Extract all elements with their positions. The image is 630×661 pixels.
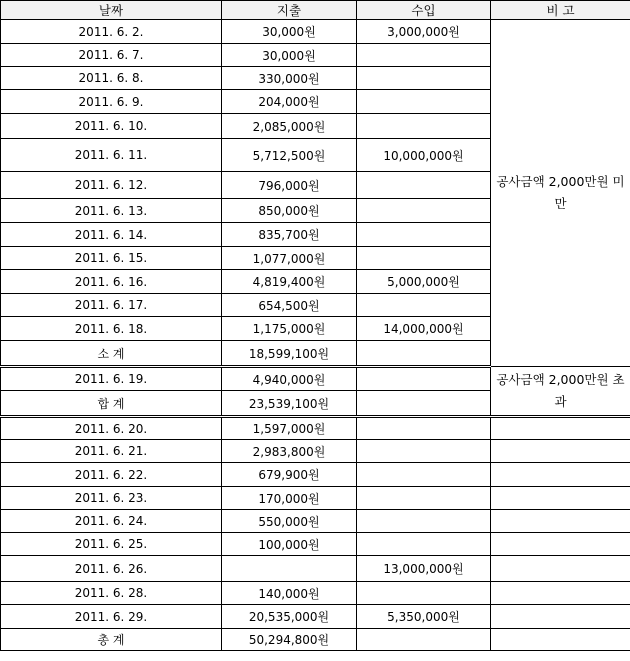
header-income: 수입 [357, 1, 491, 20]
expense-cell: 330,000원 [222, 67, 357, 90]
remark-cell [491, 556, 630, 582]
date-cell: 2011. 6. 23. [1, 487, 222, 510]
expense-cell: 679,900원 [222, 463, 357, 487]
expense-cell: 550,000원 [222, 510, 357, 533]
income-cell [357, 114, 491, 139]
expense-cell: 850,000원 [222, 199, 357, 223]
expense-cell: 204,000원 [222, 90, 357, 114]
header-remarks: 비 고 [491, 1, 630, 20]
income-cell [357, 440, 491, 463]
income-cell: 10,000,000원 [357, 139, 491, 172]
income-cell [357, 294, 491, 317]
remark-cell [491, 605, 630, 629]
expense-cell: 4,819,400원 [222, 270, 357, 294]
income-cell [357, 44, 491, 67]
income-cell [357, 463, 491, 487]
subtotal-income [357, 341, 491, 367]
income-cell [357, 223, 491, 247]
total-income [357, 391, 491, 417]
expense-cell: 796,000원 [222, 172, 357, 199]
remark-cell [491, 417, 630, 440]
expense-cell: 100,000원 [222, 533, 357, 556]
income-cell [357, 90, 491, 114]
date-cell: 2011. 6. 11. [1, 139, 222, 172]
remark-cell [491, 629, 630, 651]
subtotal-expense: 18,599,100원 [222, 341, 357, 367]
subtotal-label: 소 계 [1, 341, 222, 367]
remark-cell [491, 533, 630, 556]
remark-cell [491, 582, 630, 605]
table-row [1, 367, 630, 391]
table-row [1, 556, 630, 582]
expense-cell: 835,700원 [222, 223, 357, 247]
date-cell: 2011. 6. 29. [1, 605, 222, 629]
total-expense: 23,539,100원 [222, 391, 357, 417]
date-cell: 2011. 6. 24. [1, 510, 222, 533]
table-row [1, 487, 630, 510]
expense-cell: 30,000원 [222, 44, 357, 67]
date-cell: 2011. 6. 18. [1, 317, 222, 341]
expense-cell: 2,983,800원 [222, 440, 357, 463]
expense-cell: 30,000원 [222, 20, 357, 44]
date-cell: 2011. 6. 15. [1, 247, 222, 270]
income-cell [357, 199, 491, 223]
income-cell [357, 487, 491, 510]
table-row [1, 417, 630, 440]
date-cell: 2011. 6. 10. [1, 114, 222, 139]
income-cell [357, 510, 491, 533]
remark-cell [491, 440, 630, 463]
expense-cell: 170,000원 [222, 487, 357, 510]
grand-total-expense: 50,294,800원 [222, 629, 357, 651]
remark-cell [491, 487, 630, 510]
remark-over: 공사금액 2,000만원 초과 [491, 367, 630, 417]
table-row [1, 463, 630, 487]
table-row [1, 20, 630, 44]
date-cell: 2011. 6. 19. [1, 367, 222, 391]
grand-total-row [1, 629, 630, 651]
grand-total-label: 총 계 [1, 629, 222, 651]
expense-cell: 5,712,500원 [222, 139, 357, 172]
date-cell: 2011. 6. 22. [1, 463, 222, 487]
date-cell: 2011. 6. 16. [1, 270, 222, 294]
expense-cell: 20,535,000원 [222, 605, 357, 629]
expense-cell: 1,077,000원 [222, 247, 357, 270]
income-cell: 14,000,000원 [357, 317, 491, 341]
remark-under: 공사금액 2,000만원 미만 [491, 20, 630, 367]
date-cell: 2011. 6. 2. [1, 20, 222, 44]
date-cell: 2011. 6. 9. [1, 90, 222, 114]
expense-cell: 4,940,000원 [222, 367, 357, 391]
expense-cell: 140,000원 [222, 582, 357, 605]
income-cell: 3,000,000원 [357, 20, 491, 44]
remark-cell [491, 463, 630, 487]
header-expense: 지출 [222, 1, 357, 20]
date-cell: 2011. 6. 8. [1, 67, 222, 90]
date-cell: 2011. 6. 28. [1, 582, 222, 605]
income-cell [357, 582, 491, 605]
income-cell: 5,350,000원 [357, 605, 491, 629]
grand-total-income [357, 629, 491, 651]
expense-cell: 1,175,000원 [222, 317, 357, 341]
table-row [1, 510, 630, 533]
income-cell: 13,000,000원 [357, 556, 491, 582]
income-cell [357, 367, 491, 391]
date-cell: 2011. 6. 26. [1, 556, 222, 582]
table-row [1, 605, 630, 629]
date-cell: 2011. 6. 7. [1, 44, 222, 67]
table-row [1, 582, 630, 605]
income-cell [357, 417, 491, 440]
date-cell: 2011. 6. 13. [1, 199, 222, 223]
header-date: 날짜 [1, 1, 222, 20]
date-cell: 2011. 6. 17. [1, 294, 222, 317]
expense-cell: 654,500원 [222, 294, 357, 317]
date-cell: 2011. 6. 12. [1, 172, 222, 199]
income-cell: 5,000,000원 [357, 270, 491, 294]
income-cell [357, 247, 491, 270]
date-cell: 2011. 6. 25. [1, 533, 222, 556]
table-row [1, 533, 630, 556]
income-cell [357, 533, 491, 556]
header-row [1, 1, 630, 20]
total-label: 합 계 [1, 391, 222, 417]
income-cell [357, 67, 491, 90]
expense-cell: 2,085,000원 [222, 114, 357, 139]
income-cell [357, 172, 491, 199]
remark-cell [491, 510, 630, 533]
expense-cell: 1,597,000원 [222, 417, 357, 440]
date-cell: 2011. 6. 21. [1, 440, 222, 463]
expense-cell [222, 556, 357, 582]
table-row [1, 440, 630, 463]
date-cell: 2011. 6. 20. [1, 417, 222, 440]
date-cell: 2011. 6. 14. [1, 223, 222, 247]
